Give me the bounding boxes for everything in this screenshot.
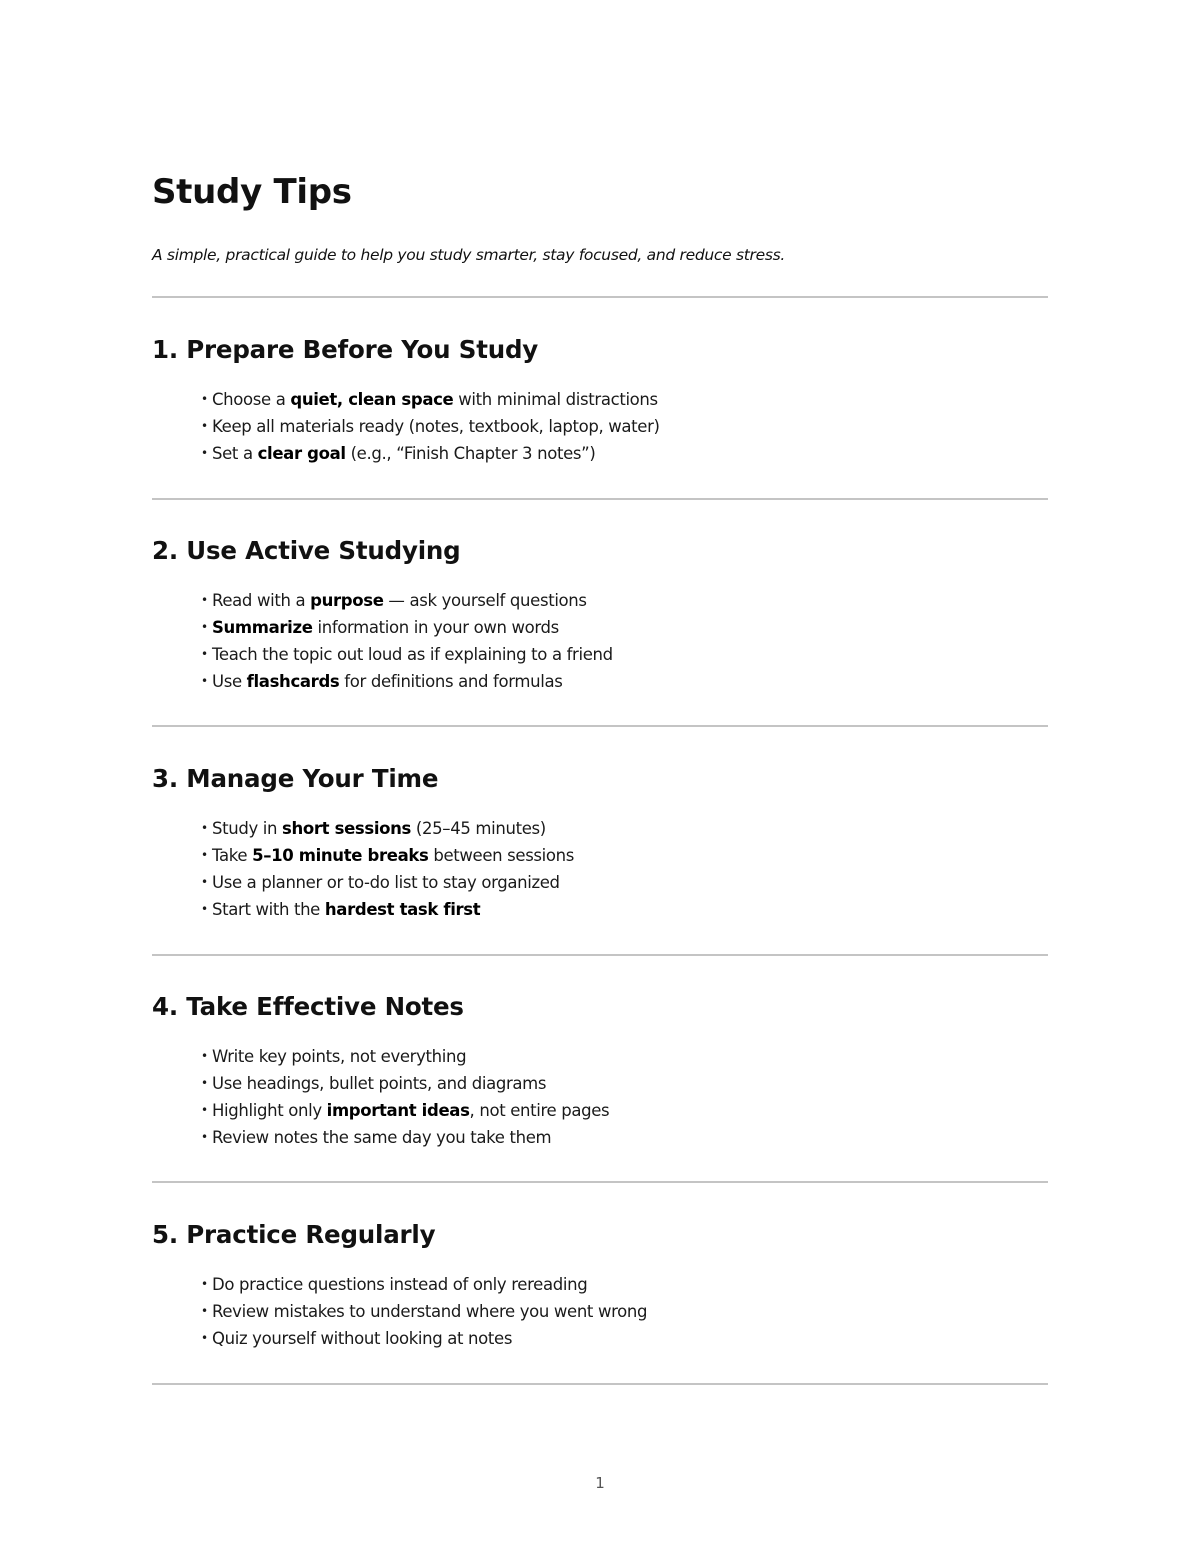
section-divider (152, 296, 1048, 298)
bullet-text: Quiz yourself without looking at notes (212, 1329, 513, 1348)
bullet-icon: • (201, 848, 208, 862)
bullet-icon: • (201, 620, 208, 634)
document-title: Study Tips (152, 172, 352, 212)
bullet-text: Review notes the same day you take them (212, 1128, 552, 1147)
bullet-text: Write key points, not everything (212, 1047, 467, 1066)
bullet-text: Study in (212, 819, 283, 838)
bullet-icon: • (201, 1130, 208, 1144)
bullet-text: (25–45 minutes) (411, 819, 546, 838)
bullet-emphasis-text: important ideas (326, 1101, 470, 1120)
bullet-text: — ask yourself questions (383, 591, 587, 610)
section-divider (152, 1181, 1048, 1183)
bullet-text: Do practice questions instead of only rereading (212, 1275, 588, 1294)
bullet-icon: • (201, 593, 208, 607)
bullet-text: Use headings, bullet points, and diagrams (212, 1074, 547, 1093)
bullet-item (201, 896, 574, 923)
bullet-text: Set a (212, 444, 258, 463)
bullet-item (201, 1097, 609, 1124)
bullet-item (201, 668, 613, 695)
bullet-item (201, 413, 660, 440)
bullet-icon: • (201, 419, 208, 433)
bullet-text: information in your own words (312, 618, 559, 637)
bullet-text: Read with a (212, 591, 311, 610)
bullet-icon: • (201, 1331, 208, 1345)
bullet-list (201, 1043, 609, 1151)
bullet-icon: • (201, 875, 208, 889)
bullet-icon: • (201, 902, 208, 916)
bullet-list (201, 815, 574, 923)
bullet-text: , not entire pages (469, 1101, 610, 1120)
bullet-emphasis-text: short sessions (282, 819, 412, 838)
bullet-item (201, 1271, 647, 1298)
bullet-text: Take (212, 846, 253, 865)
bullet-text: Review mistakes to understand where you went wrong (212, 1302, 648, 1321)
bullet-emphasis-text: quiet, clean space (290, 390, 454, 409)
section-heading: 4. Take Effective Notes (152, 992, 464, 1021)
bullet-list (201, 587, 613, 695)
bullet-emphasis-text: purpose (310, 591, 384, 610)
bullet-icon: • (201, 446, 208, 460)
bullet-item (201, 1325, 647, 1352)
bullet-emphasis-text: flashcards (246, 672, 340, 691)
bullet-item (201, 641, 613, 668)
bullet-text: Teach the topic out loud as if explaining to a friend (212, 645, 613, 664)
bullet-text: (e.g., “Finish Chapter 3 notes”) (345, 444, 596, 463)
bullet-item (201, 842, 574, 869)
bullet-emphasis-text: Summarize (212, 618, 313, 637)
bullet-icon: • (201, 1049, 208, 1063)
bullet-list (201, 386, 660, 467)
bullet-text: Highlight only (212, 1101, 327, 1120)
bullet-list (201, 1271, 647, 1352)
page-number: 1 (595, 1474, 605, 1492)
bullet-item (201, 1124, 609, 1151)
section-heading: 1. Prepare Before You Study (152, 335, 539, 364)
bullet-icon: • (201, 1304, 208, 1318)
section-divider (152, 954, 1048, 956)
bullet-item (201, 587, 613, 614)
bullet-emphasis-text: hardest task first (324, 900, 481, 919)
bullet-item (201, 1043, 609, 1070)
bullet-icon: • (201, 392, 208, 406)
section-heading: 3. Manage Your Time (152, 764, 439, 793)
document-subtitle: A simple, practical guide to help you study smarter, stay focused, and reduce stress. (152, 246, 786, 264)
section-divider (152, 1383, 1048, 1385)
bullet-emphasis-text: 5–10 minute breaks (252, 846, 429, 865)
section-heading: 2. Use Active Studying (152, 536, 461, 565)
bullet-text: Use a planner or to-do list to stay organized (212, 873, 560, 892)
section-heading: 5. Practice Regularly (152, 1220, 436, 1249)
bullet-item (201, 386, 660, 413)
bullet-text: Keep all materials ready (notes, textbook, laptop, water) (212, 417, 660, 436)
bullet-text: between sessions (428, 846, 575, 865)
bullet-icon: • (201, 1103, 208, 1117)
bullet-text: Start with the (212, 900, 325, 919)
section-divider (152, 725, 1048, 727)
bullet-text: with minimal distractions (453, 390, 658, 409)
bullet-emphasis-text: clear goal (257, 444, 346, 463)
bullet-text: Choose a (212, 390, 291, 409)
bullet-item (201, 440, 660, 467)
bullet-item (201, 869, 574, 896)
bullet-item (201, 815, 574, 842)
bullet-icon: • (201, 647, 208, 661)
bullet-item (201, 614, 613, 641)
bullet-item (201, 1070, 609, 1097)
bullet-icon: • (201, 674, 208, 688)
bullet-text: for definitions and formulas (339, 672, 563, 691)
section-divider (152, 498, 1048, 500)
bullet-text: Use (212, 672, 247, 691)
bullet-icon: • (201, 1277, 208, 1291)
bullet-icon: • (201, 1076, 208, 1090)
bullet-icon: • (201, 821, 208, 835)
bullet-item (201, 1298, 647, 1325)
